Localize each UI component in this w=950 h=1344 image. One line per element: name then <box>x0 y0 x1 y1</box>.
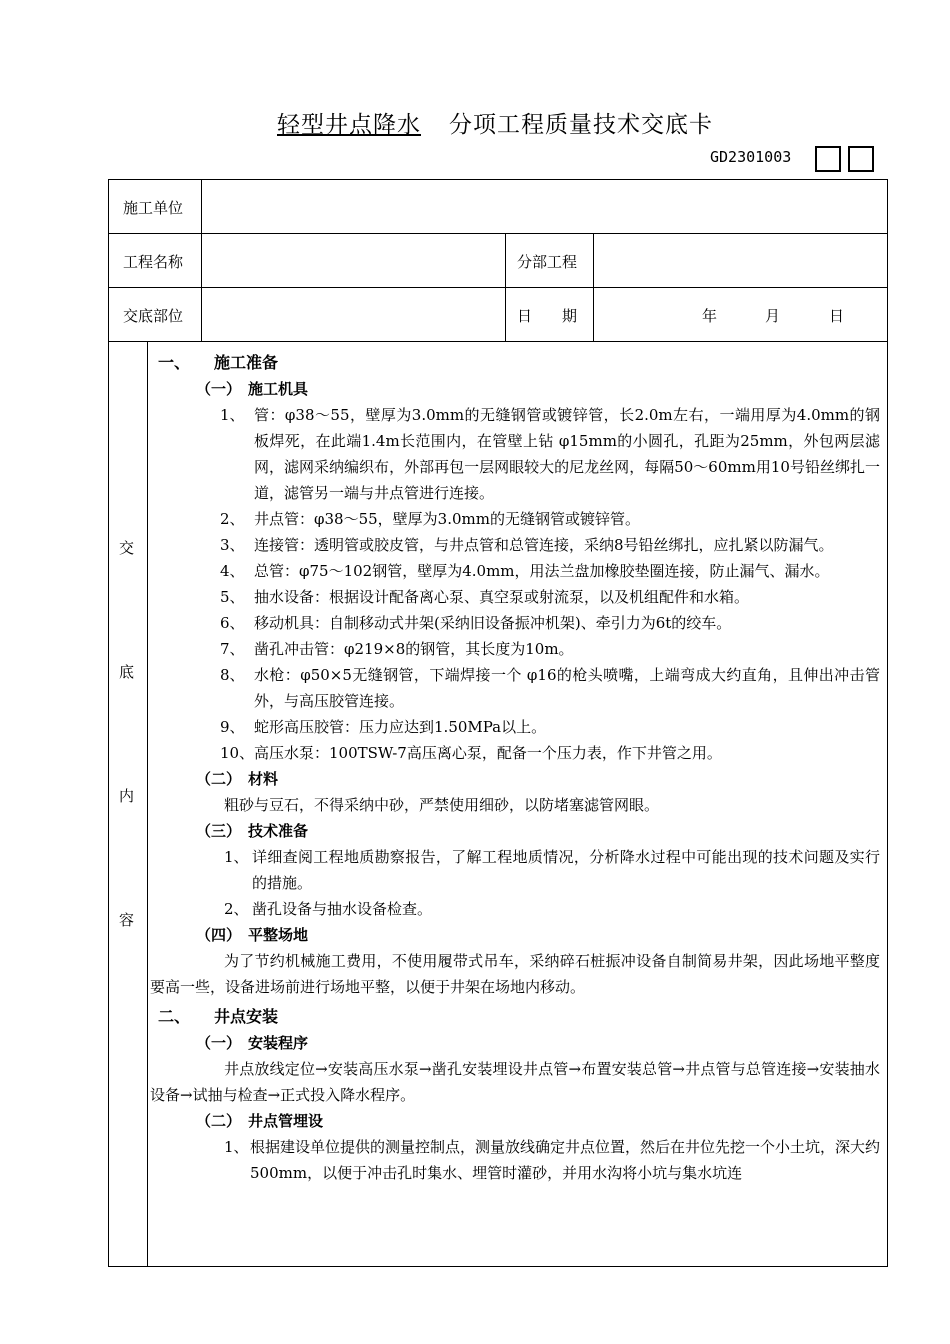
date-day: 日 <box>829 307 845 325</box>
subsection-heading: （四） 平整场地 <box>196 926 309 944</box>
paragraph: 井点放线定位→安装高压水泵→凿孔安装埋设井点管→布置安装总管→井点管与总管连接→安装抽水设备→试抽与检查→正式投入降水程序。 <box>150 1060 880 1104</box>
subproject-label: 分部工程 <box>517 253 578 271</box>
side-label-char: 底 <box>119 663 135 681</box>
list-item: 8、 水枪：φ50×5无缝钢管，下端焊接一个 φ16的枪头喷嘴，上端弯成大约直角，且伸出冲击管外，与高压胶管连接。 <box>220 666 880 710</box>
row-divider <box>108 287 888 288</box>
side-label-char: 容 <box>119 911 135 929</box>
list-item: 2、 凿孔设备与抽水设备检查。 <box>224 900 433 918</box>
section-heading: 一、 施工准备 <box>158 353 279 372</box>
list-item: 3、 连接管：透明管或胶皮管，与井点管和总管连接，采纳8号铅丝绑扎，应扎紧以防漏气。 <box>220 536 834 554</box>
side-label-char: 内 <box>119 787 135 805</box>
list-item: 6、 移动机具：自制移动式井架(采纳旧设备振冲机架)、牵引力为6t的绞车。 <box>220 614 732 632</box>
subsection-heading: （一） 安装程序 <box>196 1034 309 1052</box>
checkbox-2[interactable] <box>848 146 874 172</box>
col-divider <box>505 233 506 341</box>
disclosure-content <box>150 350 880 1186</box>
list-item: 7、 凿孔冲击管：φ219×8的钢管，其长度为10m。 <box>220 640 574 658</box>
title-suffix: 分项工程质量技术交底卡 <box>449 112 713 138</box>
list-item: 10、 高压水泵：100TSW-7高压离心泵，配备一个压力表，作下井管之用。 <box>220 744 722 762</box>
list-item: 1、 详细查阅工程地质勘察报告，了解工程地质情况，分析降水过程中可能出现的技术问题及实行的措施。 <box>224 848 880 892</box>
row-divider <box>108 341 888 342</box>
list-item: 1、 根据建设单位提供的测量控制点，测量放线确定井点位置，然后在井位先挖一个小土坑，深大约500mm，以便于冲击孔时集水、埋管时灌砂，并用水沟将小坑与集水坑连 <box>224 1138 881 1182</box>
date-month: 月 <box>765 307 781 325</box>
document-code: GD2301003 <box>710 148 792 166</box>
section-heading: 二、 井点安装 <box>158 1007 279 1026</box>
col-divider <box>147 341 148 1267</box>
date-year: 年 <box>702 307 718 325</box>
side-label-char: 交 <box>119 539 135 557</box>
part-label: 交底部位 <box>123 307 184 325</box>
list-item: 4、 总管：φ75～102钢管，壁厚为4.0mm，用法兰盘加橡胶垫圈连接，防止漏气、漏水。 <box>220 562 830 580</box>
paragraph: 为了节约机械施工费用，不使用履带式吊车，采纳碎石桩振冲设备自制简易井架，因此场地平整度要高一些，设备进场前进行场地平整，以便于井架在场地内移动。 <box>150 952 880 996</box>
list-item: 9、 蛇形高压胶管：压力应达到1.50MPa以上。 <box>220 718 547 736</box>
unit-label: 施工单位 <box>123 199 184 217</box>
list-item: 5、 抽水设备：根据设计配备离心泵、真空泵或射流泵，以及机组配件和水箱。 <box>220 588 750 606</box>
subsection-heading: （二） 井点管埋设 <box>196 1112 324 1130</box>
list-item: 1、 管：φ38～55，壁厚为3.0mm的无缝钢管或镀锌管，长2.0m左右，一端用厚为4.0mm的钢板焊死，在此端1.4m长范围内，在管壁上钻 φ15mm的小圆孔，孔距为25mm，外包两层滤网，滤网采纳编织布，外部再包一层网眼较大的尼龙丝网，每隔50～60mm用10号铅丝绑扎一道，滤管另一端与井点管进行连接。 <box>220 406 880 502</box>
date-label: 日 期 <box>517 307 578 325</box>
row-divider <box>108 233 888 234</box>
col-divider <box>593 233 594 341</box>
list-item: 2、 井点管：φ38～55，壁厚为3.0mm的无缝钢管或镀锌管。 <box>220 510 640 528</box>
project-label: 工程名称 <box>123 253 184 271</box>
col-divider <box>201 179 202 341</box>
subsection-heading: （一） 施工机具 <box>196 380 309 398</box>
checkbox-1[interactable] <box>815 146 841 172</box>
paragraph: 粗砂与豆石，不得采纳中砂，严禁使用细砂，以防堵塞滤管网眼。 <box>224 796 660 814</box>
title-topic: 轻型井点降水 <box>277 112 421 138</box>
document-title <box>0 106 950 139</box>
subsection-heading: （三） 技术准备 <box>196 822 309 840</box>
subsection-heading: （二） 材料 <box>196 770 279 788</box>
